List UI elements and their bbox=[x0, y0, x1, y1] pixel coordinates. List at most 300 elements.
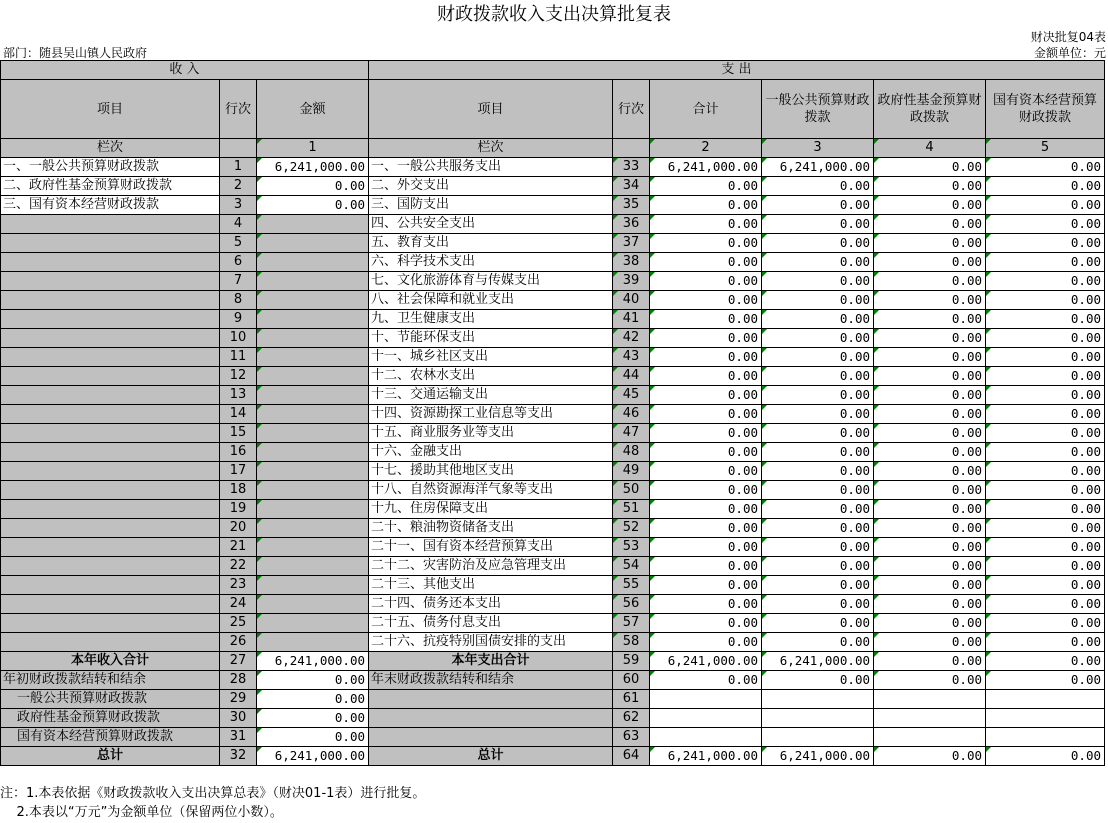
expense-fund-cell[interactable]: 0.00 bbox=[874, 557, 986, 576]
table-row bbox=[1, 576, 1105, 595]
expense-total-cell[interactable] bbox=[650, 728, 762, 747]
expense-fund-cell[interactable]: 0.00 bbox=[874, 348, 986, 367]
income-item-cell[interactable] bbox=[1, 310, 220, 329]
expense-fund-cell[interactable]: 0.00 bbox=[874, 443, 986, 462]
expense-state-cell[interactable]: 0.00 bbox=[986, 747, 1105, 766]
income-amount-cell[interactable] bbox=[257, 633, 369, 652]
expense-fund-cell[interactable]: 0.00 bbox=[874, 500, 986, 519]
expense-fund-cell[interactable]: 0.00 bbox=[874, 633, 986, 652]
expense-general-cell[interactable]: 0.00 bbox=[762, 557, 874, 576]
income-row-no-cell[interactable]: 14 bbox=[220, 405, 257, 424]
expense-row-no-cell[interactable]: 36 bbox=[613, 215, 650, 234]
expense-fund-cell[interactable]: 0.00 bbox=[874, 310, 986, 329]
expense-general-cell[interactable]: 0.00 bbox=[762, 576, 874, 595]
income-row-no-cell[interactable]: 32 bbox=[220, 747, 257, 766]
expense-state-cell[interactable]: 0.00 bbox=[986, 462, 1105, 481]
expense-fund-cell[interactable]: 0.00 bbox=[874, 177, 986, 196]
expense-state-cell[interactable]: 0.00 bbox=[986, 443, 1105, 462]
expense-total-cell[interactable]: 0.00 bbox=[650, 481, 762, 500]
expense-fund-cell[interactable]: 0.00 bbox=[874, 481, 986, 500]
income-item-cell[interactable]: 国有资本经营预算财政拨款 bbox=[1, 728, 220, 747]
expense-total-cell[interactable]: 6,241,000.00 bbox=[650, 747, 762, 766]
expense-state-cell[interactable]: 0.00 bbox=[986, 614, 1105, 633]
income-item-cell[interactable]: 年初财政拨款结转和结余 bbox=[1, 671, 220, 690]
expense-total-cell[interactable]: 0.00 bbox=[650, 595, 762, 614]
expense-item-cell[interactable]: 二十、粮油物资储备支出 bbox=[369, 519, 613, 538]
income-item-cell[interactable] bbox=[1, 329, 220, 348]
expense-general-cell[interactable]: 0.00 bbox=[762, 614, 874, 633]
income-item-cell[interactable] bbox=[1, 557, 220, 576]
expense-fund-cell[interactable]: 0.00 bbox=[874, 234, 986, 253]
expense-state-cell[interactable] bbox=[986, 709, 1105, 728]
expense-row-no-cell[interactable]: 47 bbox=[613, 424, 650, 443]
expense-state-cell[interactable]: 0.00 bbox=[986, 291, 1105, 310]
income-item-cell[interactable] bbox=[1, 576, 220, 595]
income-row-no-cell[interactable]: 3 bbox=[220, 196, 257, 215]
expense-row-no-cell[interactable]: 38 bbox=[613, 253, 650, 272]
expense-total-cell[interactable]: 0.00 bbox=[650, 614, 762, 633]
expense-item-cell[interactable]: 二十二、灾害防治及应急管理支出 bbox=[369, 557, 613, 576]
expense-item-cell[interactable]: 十七、援助其他地区支出 bbox=[369, 462, 613, 481]
expense-total-cell[interactable]: 0.00 bbox=[650, 557, 762, 576]
expense-item-cell[interactable]: 十一、城乡社区支出 bbox=[369, 348, 613, 367]
income-amount-cell[interactable]: 0.00 bbox=[257, 728, 369, 747]
expense-state-cell[interactable] bbox=[986, 728, 1105, 747]
expense-row-no-cell[interactable]: 63 bbox=[613, 728, 650, 747]
expense-row-no-cell[interactable]: 61 bbox=[613, 690, 650, 709]
expense-total-cell[interactable]: 6,241,000.00 bbox=[650, 652, 762, 671]
income-grand-total-label[interactable]: 总计 bbox=[1, 747, 220, 766]
income-row-no-cell[interactable]: 9 bbox=[220, 310, 257, 329]
expense-general-cell[interactable]: 0.00 bbox=[762, 215, 874, 234]
expense-row-no-cell[interactable]: 60 bbox=[613, 671, 650, 690]
expense-fund-cell[interactable]: 0.00 bbox=[874, 652, 986, 671]
income-row-no-cell[interactable]: 28 bbox=[220, 671, 257, 690]
income-item-cell[interactable] bbox=[1, 272, 220, 291]
income-amount-cell[interactable] bbox=[257, 234, 369, 253]
expense-total-cell[interactable]: 0.00 bbox=[650, 424, 762, 443]
expense-general-cell[interactable] bbox=[762, 728, 874, 747]
expense-general-cell[interactable]: 0.00 bbox=[762, 196, 874, 215]
expense-general-cell[interactable]: 0.00 bbox=[762, 405, 874, 424]
expense-row-no-cell[interactable]: 56 bbox=[613, 595, 650, 614]
expense-state-cell[interactable]: 0.00 bbox=[986, 367, 1105, 386]
income-item-cell[interactable] bbox=[1, 595, 220, 614]
expense-state-cell[interactable]: 0.00 bbox=[986, 671, 1105, 690]
income-item-cell[interactable] bbox=[1, 443, 220, 462]
income-amount-cell[interactable]: 0.00 bbox=[257, 709, 369, 728]
expense-state-cell[interactable]: 0.00 bbox=[986, 272, 1105, 291]
income-row-no-cell[interactable]: 10 bbox=[220, 329, 257, 348]
expense-general-cell[interactable]: 0.00 bbox=[762, 424, 874, 443]
income-amount-cell[interactable] bbox=[257, 595, 369, 614]
expense-general-cell[interactable]: 0.00 bbox=[762, 234, 874, 253]
expense-general-cell[interactable]: 0.00 bbox=[762, 386, 874, 405]
expense-row-no-cell[interactable]: 50 bbox=[613, 481, 650, 500]
income-amount-cell[interactable]: 0.00 bbox=[257, 196, 369, 215]
expense-fund-cell[interactable]: 0.00 bbox=[874, 291, 986, 310]
expense-row-no-cell[interactable]: 37 bbox=[613, 234, 650, 253]
income-amount-cell[interactable] bbox=[257, 519, 369, 538]
income-row-no-cell[interactable]: 15 bbox=[220, 424, 257, 443]
income-row-no-cell[interactable]: 5 bbox=[220, 234, 257, 253]
income-amount-cell[interactable] bbox=[257, 272, 369, 291]
income-item-cell[interactable]: 三、国有资本经营财政拨款 bbox=[1, 196, 220, 215]
expense-row-no-cell[interactable]: 59 bbox=[613, 652, 650, 671]
expense-state-cell[interactable]: 0.00 bbox=[986, 500, 1105, 519]
expense-total-cell[interactable]: 0.00 bbox=[650, 405, 762, 424]
expense-total-cell[interactable]: 0.00 bbox=[650, 576, 762, 595]
income-row-no-cell[interactable]: 4 bbox=[220, 215, 257, 234]
expense-total-cell[interactable]: 0.00 bbox=[650, 215, 762, 234]
expense-total-cell[interactable]: 0.00 bbox=[650, 462, 762, 481]
expense-general-cell[interactable]: 0.00 bbox=[762, 538, 874, 557]
income-row-no-cell[interactable]: 31 bbox=[220, 728, 257, 747]
income-row-no-cell[interactable]: 6 bbox=[220, 253, 257, 272]
income-item-cell[interactable]: 政府性基金预算财政拨款 bbox=[1, 709, 220, 728]
expense-state-cell[interactable]: 0.00 bbox=[986, 348, 1105, 367]
expense-total-cell[interactable]: 0.00 bbox=[650, 348, 762, 367]
expense-general-cell[interactable]: 0.00 bbox=[762, 177, 874, 196]
expense-total-cell[interactable]: 0.00 bbox=[650, 367, 762, 386]
expense-item-cell[interactable]: 十、节能环保支出 bbox=[369, 329, 613, 348]
expense-state-cell[interactable]: 0.00 bbox=[986, 424, 1105, 443]
expense-fund-cell[interactable] bbox=[874, 690, 986, 709]
income-row-no-cell[interactable]: 25 bbox=[220, 614, 257, 633]
expense-item-cell[interactable]: 十九、住房保障支出 bbox=[369, 500, 613, 519]
expense-state-cell[interactable]: 0.00 bbox=[986, 234, 1105, 253]
expense-state-cell[interactable]: 0.00 bbox=[986, 177, 1105, 196]
expense-row-no-cell[interactable]: 40 bbox=[613, 291, 650, 310]
table-row bbox=[1, 443, 1105, 462]
income-row-no-cell[interactable]: 24 bbox=[220, 595, 257, 614]
expense-item-cell[interactable]: 十八、自然资源海洋气象等支出 bbox=[369, 481, 613, 500]
income-row-no-cell[interactable]: 26 bbox=[220, 633, 257, 652]
expense-item-cell[interactable]: 二十六、抗疫特别国债安排的支出 bbox=[369, 633, 613, 652]
income-amount-cell[interactable] bbox=[257, 424, 369, 443]
expense-fund-cell[interactable]: 0.00 bbox=[874, 595, 986, 614]
expense-state-cell[interactable]: 0.00 bbox=[986, 405, 1105, 424]
expense-fund-cell[interactable]: 0.00 bbox=[874, 386, 986, 405]
income-row-no-cell[interactable]: 20 bbox=[220, 519, 257, 538]
income-item-cell[interactable]: 一般公共预算财政拨款 bbox=[1, 690, 220, 709]
expense-fund-cell[interactable]: 0.00 bbox=[874, 158, 986, 177]
expense-general-cell[interactable] bbox=[762, 690, 874, 709]
income-amount-cell[interactable] bbox=[257, 538, 369, 557]
expense-item-cell[interactable]: 二十四、债务还本支出 bbox=[369, 595, 613, 614]
expense-fund-cell[interactable] bbox=[874, 728, 986, 747]
expense-general-cell[interactable]: 0.00 bbox=[762, 671, 874, 690]
income-row-no-cell[interactable]: 8 bbox=[220, 291, 257, 310]
income-amount-cell[interactable] bbox=[257, 329, 369, 348]
expense-row-no-cell[interactable]: 46 bbox=[613, 405, 650, 424]
income-amount-cell[interactable] bbox=[257, 348, 369, 367]
income-amount-cell[interactable] bbox=[257, 500, 369, 519]
expense-item-cell[interactable] bbox=[369, 728, 613, 747]
expense-item-cell[interactable]: 八、社会保障和就业支出 bbox=[369, 291, 613, 310]
expense-total-cell[interactable]: 0.00 bbox=[650, 272, 762, 291]
income-subtotal-amount[interactable]: 6,241,000.00 bbox=[257, 652, 369, 671]
expense-state-cell[interactable]: 0.00 bbox=[986, 576, 1105, 595]
income-item-cell[interactable] bbox=[1, 215, 220, 234]
expense-general-cell[interactable]: 0.00 bbox=[762, 595, 874, 614]
expense-total-cell[interactable] bbox=[650, 690, 762, 709]
expense-general-cell[interactable]: 0.00 bbox=[762, 253, 874, 272]
table-row bbox=[1, 728, 1105, 747]
expense-row-no-cell[interactable]: 51 bbox=[613, 500, 650, 519]
expense-general-cell[interactable]: 0.00 bbox=[762, 329, 874, 348]
income-row-no-cell[interactable]: 27 bbox=[220, 652, 257, 671]
expense-fund-cell[interactable]: 0.00 bbox=[874, 519, 986, 538]
income-item-cell[interactable] bbox=[1, 367, 220, 386]
expense-total-cell[interactable]: 0.00 bbox=[650, 538, 762, 557]
expense-total-cell[interactable]: 0.00 bbox=[650, 253, 762, 272]
income-amount-cell[interactable] bbox=[257, 462, 369, 481]
expense-total-cell[interactable]: 0.00 bbox=[650, 386, 762, 405]
table-row bbox=[1, 158, 1105, 177]
expense-general-cell[interactable]: 0.00 bbox=[762, 519, 874, 538]
expense-total-cell[interactable]: 0.00 bbox=[650, 177, 762, 196]
expense-general-cell[interactable]: 0.00 bbox=[762, 348, 874, 367]
income-item-cell[interactable] bbox=[1, 234, 220, 253]
expense-general-cell[interactable]: 6,241,000.00 bbox=[762, 747, 874, 766]
expense-item-cell[interactable]: 六、科学技术支出 bbox=[369, 253, 613, 272]
expense-state-cell[interactable]: 0.00 bbox=[986, 595, 1105, 614]
expense-row-no-cell[interactable]: 64 bbox=[613, 747, 650, 766]
expense-state-cell[interactable]: 0.00 bbox=[986, 253, 1105, 272]
expense-state-cell[interactable]: 0.00 bbox=[986, 538, 1105, 557]
income-subtotal-label[interactable]: 本年收入合计 bbox=[1, 652, 220, 671]
income-item-cell[interactable] bbox=[1, 538, 220, 557]
income-item-cell[interactable] bbox=[1, 405, 220, 424]
expense-total-cell[interactable]: 0.00 bbox=[650, 671, 762, 690]
expense-item-cell[interactable] bbox=[369, 690, 613, 709]
income-amount-cell[interactable] bbox=[257, 557, 369, 576]
expense-fund-cell[interactable] bbox=[874, 709, 986, 728]
expense-state-cell[interactable]: 0.00 bbox=[986, 329, 1105, 348]
expense-general-cell[interactable]: 0.00 bbox=[762, 500, 874, 519]
expense-row-no-cell[interactable]: 52 bbox=[613, 519, 650, 538]
income-amount-cell[interactable] bbox=[257, 443, 369, 462]
expense-row-no-cell[interactable]: 41 bbox=[613, 310, 650, 329]
expense-total-cell[interactable]: 0.00 bbox=[650, 234, 762, 253]
expense-general-cell[interactable]: 0.00 bbox=[762, 272, 874, 291]
expense-total-cell[interactable]: 0.00 bbox=[650, 196, 762, 215]
income-amount-cell[interactable] bbox=[257, 310, 369, 329]
expense-item-cell[interactable]: 二十一、国有资本经营预算支出 bbox=[369, 538, 613, 557]
income-item-cell[interactable] bbox=[1, 386, 220, 405]
expense-general-cell[interactable]: 0.00 bbox=[762, 310, 874, 329]
income-amount-cell[interactable] bbox=[257, 576, 369, 595]
expense-row-no-cell[interactable]: 48 bbox=[613, 443, 650, 462]
income-item-cell[interactable] bbox=[1, 424, 220, 443]
expense-fund-cell[interactable]: 0.00 bbox=[874, 671, 986, 690]
expense-item-cell[interactable]: 十四、资源勘探工业信息等支出 bbox=[369, 405, 613, 424]
income-item-cell[interactable] bbox=[1, 633, 220, 652]
expense-state-cell[interactable]: 0.00 bbox=[986, 386, 1105, 405]
expense-item-cell[interactable]: 二十五、债务付息支出 bbox=[369, 614, 613, 633]
expense-item-cell[interactable]: 二十三、其他支出 bbox=[369, 576, 613, 595]
income-row-no-cell[interactable]: 23 bbox=[220, 576, 257, 595]
table-row bbox=[1, 196, 1105, 215]
income-item-cell[interactable] bbox=[1, 253, 220, 272]
expense-state-cell[interactable]: 0.00 bbox=[986, 633, 1105, 652]
expense-item-cell[interactable]: 一、一般公共服务支出 bbox=[369, 158, 613, 177]
expense-row-no-cell[interactable]: 49 bbox=[613, 462, 650, 481]
income-amount-cell[interactable]: 0.00 bbox=[257, 690, 369, 709]
income-row-no-cell[interactable]: 11 bbox=[220, 348, 257, 367]
income-amount-cell[interactable] bbox=[257, 405, 369, 424]
income-amount-cell[interactable]: 6,241,000.00 bbox=[257, 158, 369, 177]
note-2: 2.本表以“万元”为金额单位（保留两位小数）。 bbox=[0, 805, 283, 820]
income-item-cell[interactable]: 二、政府性基金预算财政拨款 bbox=[1, 177, 220, 196]
appropriation-table bbox=[0, 60, 1105, 766]
expense-row-no-cell[interactable]: 34 bbox=[613, 177, 650, 196]
expense-general-cell[interactable]: 0.00 bbox=[762, 633, 874, 652]
expense-item-cell[interactable] bbox=[369, 709, 613, 728]
expense-fund-cell[interactable]: 0.00 bbox=[874, 367, 986, 386]
table-row bbox=[1, 253, 1105, 272]
expense-general-cell[interactable]: 0.00 bbox=[762, 443, 874, 462]
income-row-no-cell[interactable]: 30 bbox=[220, 709, 257, 728]
expense-item-cell[interactable]: 五、教育支出 bbox=[369, 234, 613, 253]
table-row bbox=[1, 424, 1105, 443]
col-header-income-amount: 金额 bbox=[257, 80, 369, 139]
expense-total-cell[interactable]: 6,241,000.00 bbox=[650, 158, 762, 177]
income-amount-cell[interactable]: 0.00 bbox=[257, 671, 369, 690]
expense-fund-cell[interactable]: 0.00 bbox=[874, 329, 986, 348]
expense-fund-cell[interactable]: 0.00 bbox=[874, 747, 986, 766]
expense-state-cell[interactable] bbox=[986, 690, 1105, 709]
expense-fund-cell[interactable]: 0.00 bbox=[874, 576, 986, 595]
income-row-no-cell[interactable]: 2 bbox=[220, 177, 257, 196]
income-row-no-cell[interactable]: 21 bbox=[220, 538, 257, 557]
expense-general-cell[interactable]: 0.00 bbox=[762, 481, 874, 500]
expense-fund-cell[interactable]: 0.00 bbox=[874, 538, 986, 557]
table-row bbox=[1, 291, 1105, 310]
expense-state-cell[interactable]: 0.00 bbox=[986, 215, 1105, 234]
expense-total-cell[interactable]: 0.00 bbox=[650, 291, 762, 310]
expense-item-cell[interactable]: 十二、农林水支出 bbox=[369, 367, 613, 386]
expense-total-cell[interactable]: 0.00 bbox=[650, 329, 762, 348]
income-row-no-cell[interactable]: 18 bbox=[220, 481, 257, 500]
expense-row-no-cell[interactable]: 55 bbox=[613, 576, 650, 595]
income-grand-total-amount[interactable]: 6,241,000.00 bbox=[257, 747, 369, 766]
expense-item-cell[interactable]: 十五、商业服务业等支出 bbox=[369, 424, 613, 443]
income-amount-cell[interactable] bbox=[257, 215, 369, 234]
expense-row-no-cell[interactable]: 42 bbox=[613, 329, 650, 348]
expense-item-cell[interactable]: 十三、交通运输支出 bbox=[369, 386, 613, 405]
income-row-no-cell[interactable]: 29 bbox=[220, 690, 257, 709]
income-item-cell[interactable] bbox=[1, 291, 220, 310]
expense-general-cell[interactable]: 6,241,000.00 bbox=[762, 652, 874, 671]
expense-state-cell[interactable]: 0.00 bbox=[986, 557, 1105, 576]
expense-total-cell[interactable]: 0.00 bbox=[650, 500, 762, 519]
expense-row-no-cell[interactable]: 43 bbox=[613, 348, 650, 367]
income-row-no-cell[interactable]: 7 bbox=[220, 272, 257, 291]
income-amount-cell[interactable]: 0.00 bbox=[257, 177, 369, 196]
expense-fund-cell[interactable]: 0.00 bbox=[874, 253, 986, 272]
income-item-cell[interactable] bbox=[1, 481, 220, 500]
expense-row-no-cell[interactable]: 54 bbox=[613, 557, 650, 576]
expense-state-cell[interactable]: 0.00 bbox=[986, 196, 1105, 215]
expense-item-cell[interactable]: 二、外交支出 bbox=[369, 177, 613, 196]
expense-fund-cell[interactable]: 0.00 bbox=[874, 272, 986, 291]
expense-row-no-cell[interactable]: 58 bbox=[613, 633, 650, 652]
expense-fund-cell[interactable]: 0.00 bbox=[874, 614, 986, 633]
expense-row-no-cell[interactable]: 33 bbox=[613, 158, 650, 177]
expense-row-no-cell[interactable]: 39 bbox=[613, 272, 650, 291]
expense-state-cell[interactable]: 0.00 bbox=[986, 652, 1105, 671]
expense-general-cell[interactable]: 0.00 bbox=[762, 462, 874, 481]
expense-total-cell[interactable]: 0.00 bbox=[650, 633, 762, 652]
expense-item-cell[interactable]: 九、卫生健康支出 bbox=[369, 310, 613, 329]
expense-item-cell[interactable]: 四、公共安全支出 bbox=[369, 215, 613, 234]
expense-item-cell[interactable]: 七、文化旅游体育与传媒支出 bbox=[369, 272, 613, 291]
income-item-cell[interactable]: 一、一般公共预算财政拨款 bbox=[1, 158, 220, 177]
income-row-no-cell[interactable]: 19 bbox=[220, 500, 257, 519]
income-item-cell[interactable] bbox=[1, 462, 220, 481]
expense-general-cell[interactable] bbox=[762, 709, 874, 728]
income-row-no-cell[interactable]: 22 bbox=[220, 557, 257, 576]
expense-item-cell[interactable]: 三、国防支出 bbox=[369, 196, 613, 215]
income-amount-cell[interactable] bbox=[257, 481, 369, 500]
expense-item-cell[interactable]: 年末财政拨款结转和结余 bbox=[369, 671, 613, 690]
expense-item-cell[interactable]: 十六、金融支出 bbox=[369, 443, 613, 462]
expense-row-no-cell[interactable]: 53 bbox=[613, 538, 650, 557]
income-item-cell[interactable] bbox=[1, 500, 220, 519]
income-amount-cell[interactable] bbox=[257, 253, 369, 272]
income-item-cell[interactable] bbox=[1, 519, 220, 538]
expense-fund-cell[interactable]: 0.00 bbox=[874, 462, 986, 481]
expense-state-cell[interactable]: 0.00 bbox=[986, 158, 1105, 177]
col-label-2: 2 bbox=[650, 139, 762, 158]
income-row-no-cell[interactable]: 17 bbox=[220, 462, 257, 481]
expense-total-cell[interactable]: 0.00 bbox=[650, 443, 762, 462]
expense-fund-cell[interactable]: 0.00 bbox=[874, 405, 986, 424]
expense-total-cell[interactable]: 0.00 bbox=[650, 519, 762, 538]
income-row-no-cell[interactable]: 1 bbox=[220, 158, 257, 177]
expense-general-cell[interactable]: 0.00 bbox=[762, 291, 874, 310]
expense-fund-cell[interactable]: 0.00 bbox=[874, 215, 986, 234]
expense-state-cell[interactable]: 0.00 bbox=[986, 519, 1105, 538]
expense-total-cell[interactable] bbox=[650, 709, 762, 728]
expense-row-no-cell[interactable]: 62 bbox=[613, 709, 650, 728]
expense-state-cell[interactable]: 0.00 bbox=[986, 481, 1105, 500]
income-amount-cell[interactable] bbox=[257, 614, 369, 633]
expense-general-cell[interactable]: 0.00 bbox=[762, 367, 874, 386]
expense-state-cell[interactable]: 0.00 bbox=[986, 310, 1105, 329]
income-row-no-cell[interactable]: 16 bbox=[220, 443, 257, 462]
expense-subtotal-label[interactable]: 本年支出合计 bbox=[369, 652, 613, 671]
expense-total-cell[interactable]: 0.00 bbox=[650, 310, 762, 329]
income-amount-cell[interactable] bbox=[257, 386, 369, 405]
income-row-no-cell[interactable]: 12 bbox=[220, 367, 257, 386]
expense-fund-cell[interactable]: 0.00 bbox=[874, 424, 986, 443]
income-row-no-cell[interactable]: 13 bbox=[220, 386, 257, 405]
expense-grand-total-label[interactable]: 总计 bbox=[369, 747, 613, 766]
expense-row-no-cell[interactable]: 57 bbox=[613, 614, 650, 633]
expense-row-no-cell[interactable]: 45 bbox=[613, 386, 650, 405]
income-item-cell[interactable] bbox=[1, 348, 220, 367]
expense-general-cell[interactable]: 6,241,000.00 bbox=[762, 158, 874, 177]
income-amount-cell[interactable] bbox=[257, 367, 369, 386]
expense-fund-cell[interactable]: 0.00 bbox=[874, 196, 986, 215]
income-item-cell[interactable] bbox=[1, 614, 220, 633]
expense-row-no-cell[interactable]: 35 bbox=[613, 196, 650, 215]
expense-row-no-cell[interactable]: 44 bbox=[613, 367, 650, 386]
income-amount-cell[interactable] bbox=[257, 291, 369, 310]
